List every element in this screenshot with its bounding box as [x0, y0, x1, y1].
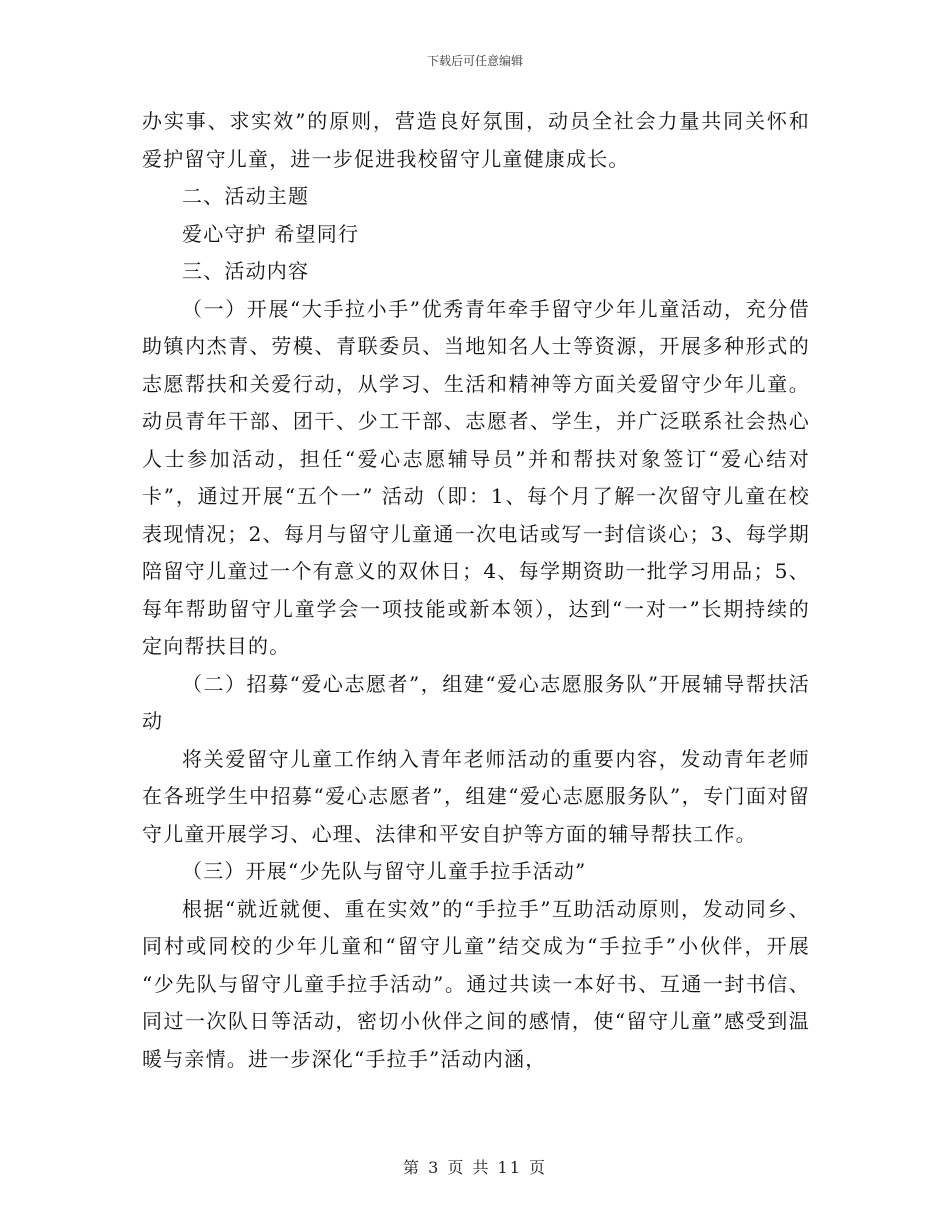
document-body	[142, 103, 810, 1078]
page-header-note: 下载后可任意编辑	[426, 54, 523, 68]
paragraph-item-1: （一）开展“大手拉小手”优秀青年牵手留守少年儿童活动，充分借助镇内杰青、劳模、青联委员、当地知名人士等资源，开展多种形式的志愿帮扶和关爱行动，从学习、生活和精神等方面关爱留守少年儿童。动员青年干部、团干、少工干部、志愿者、学生，并广泛联系社会热心人士参加活动，担任“爱心志愿辅导员”并和帮扶对象签订“爱心结对卡”，通过开展“五个一” 活动（即：1、每个月了解一次留守儿童在校表现情况；2、每月与留守儿童通一次电话或写一封信谈心；3、每学期陪留守儿童过一个有意义的双休日；4、每学期资助一批学习用品；5、每年帮助留守儿童学会一项技能或新本领），达到“一对一”长期持续的定向帮扶目的。	[142, 296, 810, 658]
paragraph-continuation: 办实事、求实效”的原则，营造良好氛围，动员全社会力量共同关怀和爱护留守儿童，进一步促进我校留守儿童健康成长。	[142, 109, 810, 171]
section-heading-theme: 二、活动主题	[182, 184, 310, 208]
paragraph-item-3: 根据“就近就便、重在实效”的“手拉手”互助活动原则，发动同乡、同村或同校的少年儿童和“留守儿童”结交成为“手拉手”小伙伴，开展 “少先队与留守儿童手拉手活动”。通过共读一本好书、互通一封书信、同过一次队日等活动，密切小伙伴之间的感情，使“留守儿童”感受到温暖与亲情。进一步深化“手拉手”活动内涵，	[142, 896, 810, 1071]
page-number: 第 3 页 共 11 页	[403, 1158, 547, 1177]
paragraph-item-2: 将关爱留守儿童工作纳入青年老师活动的重要内容，发动青年老师在各班学生中招募“爱心志愿者”，组建“爱心志愿服务队”，专门面对留守儿童开展学习、心理、法律和平安自护等方面的辅导帮扶工作。	[142, 746, 810, 846]
section-heading-content: 三、活动内容	[182, 259, 310, 283]
subheading-item-2: （二）招募“爱心志愿者”，组建“爱心志愿服务队”开展辅导帮扶活动	[142, 671, 810, 733]
subheading-item-3: （三）开展“少先队与留守儿童手拉手活动”	[182, 859, 587, 883]
theme-text: 爱心守护 希望同行	[182, 221, 360, 246]
